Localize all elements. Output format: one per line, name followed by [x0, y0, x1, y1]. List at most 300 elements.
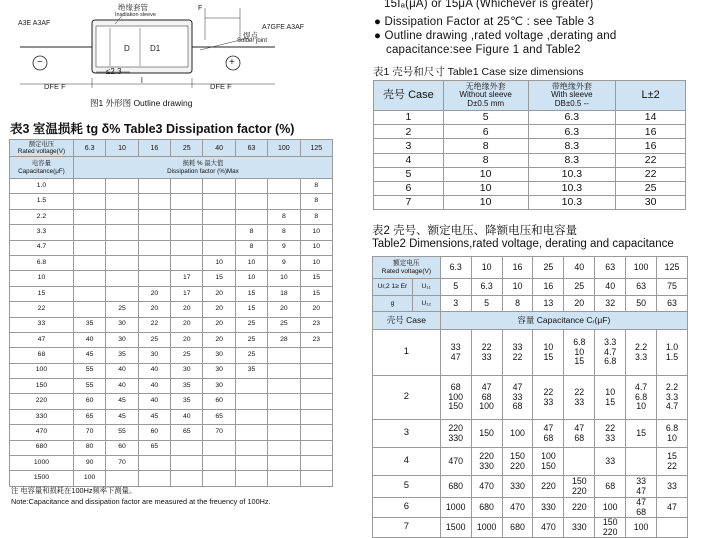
t3-df-cell: [203, 179, 235, 194]
t3-df-cell: [300, 471, 332, 486]
table3-note-en: Note:Capacitance and dissipation factor are measured at the freuency of 100Hz.: [11, 497, 271, 506]
t3-df-cell: 55: [73, 379, 105, 394]
t3-cap-cell: 330: [10, 409, 74, 424]
t2-u2-cell: 13: [533, 296, 564, 312]
t1-d-cell: 8: [443, 139, 528, 153]
t1-d-cell: 5: [443, 111, 528, 125]
t2-cap-cell: 220 330: [440, 420, 471, 448]
t3-df-cell: [73, 209, 105, 224]
t3-df-cell: [106, 225, 138, 240]
table-row: [373, 448, 688, 476]
t3-df-cn: 损耗 % 最大值: [182, 160, 224, 168]
label-a-right: A7GFE A3AF: [262, 24, 305, 31]
t3-df-cell: 15: [300, 286, 332, 301]
t3-df-cell: 28: [268, 332, 300, 347]
t3-df-cell: 40: [138, 394, 170, 409]
t3-df-cell: 10: [203, 255, 235, 270]
t2-cap-cell: 150: [471, 420, 502, 448]
table-row: [373, 498, 688, 518]
t3-df-cell: 20: [203, 286, 235, 301]
t3-cap-cell: 33: [10, 317, 74, 332]
table-row: [10, 286, 333, 301]
t3-df-cell: [171, 179, 203, 194]
t3-df-cell: [73, 302, 105, 317]
t2-cap-cell: 330: [502, 476, 533, 498]
t2-cap-cell: 47 68: [626, 498, 657, 518]
t3-df-cell: 40: [138, 379, 170, 394]
table-row: [10, 271, 333, 286]
table-row: [373, 420, 688, 448]
t2-cap-cell: 150 220: [564, 476, 595, 498]
t3-df-cell: 55: [73, 363, 105, 378]
t2-u1-cell: 10: [502, 279, 533, 296]
t3-df-cell: 15: [235, 302, 267, 317]
t3-df-cell: [268, 471, 300, 486]
t3-df-cell: [268, 440, 300, 455]
table1-case-size: [373, 80, 686, 210]
t3-df-cell: [203, 471, 235, 486]
t2-u2-cell: 32: [595, 296, 626, 312]
t2-voltage-header: 6.3: [440, 257, 471, 279]
t3-cap-cell: 68: [10, 348, 74, 363]
t3-rated-voltage-label: [10, 140, 74, 157]
t3-df-cell: [235, 394, 267, 409]
t3-df-cell: 65: [203, 409, 235, 424]
t3-df-cell: 8: [300, 179, 332, 194]
t2-cap-cell: 22 33: [533, 376, 564, 420]
t3-cap-cell: 100: [10, 363, 74, 378]
table-row: [10, 225, 333, 240]
t2-u2-label: U₁₂: [412, 296, 440, 312]
t2-cap-cell: 4.7 6.8 10: [626, 376, 657, 420]
t3-df-cell: [203, 456, 235, 471]
table-row: [373, 476, 688, 498]
t1-case-cell: 2: [374, 125, 444, 139]
t3-df-cell: [235, 456, 267, 471]
t3-df-cell: [235, 471, 267, 486]
label-d1: D1: [150, 44, 161, 53]
outline-text: Outline drawing ,rated voltage ,derating and: [384, 30, 617, 42]
t2-cap-cell: 680: [471, 498, 502, 518]
t3-df-cell: [138, 271, 170, 286]
t3-cap-cell: 22: [10, 302, 74, 317]
t3-df-cell: 35: [73, 317, 105, 332]
t3-df-cell: [138, 255, 170, 270]
t3-cap-cell: 47: [10, 332, 74, 347]
t2-cap-cell: 330: [533, 498, 564, 518]
t2-cap-cell: 6.8 10 15: [564, 330, 595, 376]
table-row: [10, 471, 333, 486]
t3-df-cell: [268, 394, 300, 409]
t1-db-cell: 10.3: [528, 181, 616, 195]
t2-u1-cell: 6.3: [471, 279, 502, 296]
t3-df-cell: [268, 409, 300, 424]
t3-df-cell: [203, 225, 235, 240]
t3-df-cell: [171, 456, 203, 471]
table-row: [373, 330, 688, 376]
t3-cap-cell: 680: [10, 440, 74, 455]
t3-df-cell: 20: [203, 332, 235, 347]
t3-df-cell: [171, 471, 203, 486]
t2-cap-cell: 1500: [440, 518, 471, 538]
t3-df-cell: 30: [171, 363, 203, 378]
t3-df-cell: 35: [235, 363, 267, 378]
t2-case-cell: 6: [373, 498, 441, 518]
t3-df-cell: 40: [106, 379, 138, 394]
t3-cap-cell: 1000: [10, 456, 74, 471]
table3-title: 表3 室温损耗 tg δ% Table3 Dissipation factor (%): [10, 122, 295, 136]
t1-l-cell: 22: [616, 153, 686, 167]
t3-voltage-header: 10: [106, 140, 138, 157]
t2-u1-cell: 16: [533, 279, 564, 296]
t3-df-cell: 20: [138, 302, 170, 317]
t3-df-cell: 15: [235, 286, 267, 301]
table-row: [374, 196, 686, 210]
t1-d-cell: 10: [443, 181, 528, 195]
t3-voltage-header: 16: [138, 140, 170, 157]
t1-header-with: [528, 81, 616, 111]
t3-df-en: Dissipation factor (%)Max: [167, 167, 239, 175]
t2-cap-cell: 220 330: [471, 448, 502, 476]
t3-df-cell: 35: [106, 348, 138, 363]
t3-df-cell: 8: [235, 225, 267, 240]
t2-u2-cell: 5: [471, 296, 502, 312]
t1-without-cn: 无绝缘外套: [465, 81, 506, 91]
t2-cap-cell: 47 68: [564, 420, 595, 448]
t2-cap-cell: 15: [626, 420, 657, 448]
t3-df-cell: [138, 456, 170, 471]
plus-sign: +: [229, 57, 235, 68]
t2-cap-cell: 220: [564, 498, 595, 518]
t3-df-cell: 45: [73, 348, 105, 363]
table2-title-en: Table2 Dimensions,rated voltage, derating and capacitance: [372, 238, 674, 250]
t2-cap-cell: 100: [595, 498, 626, 518]
t3-voltage-header: 63: [235, 140, 267, 157]
t2-cap-cell: 10 15: [533, 330, 564, 376]
label-a-left: A3E A3AF: [18, 20, 51, 27]
t3-df-cell: 30: [203, 379, 235, 394]
t3-df-cell: 8: [235, 240, 267, 255]
t3-df-cell: [203, 240, 235, 255]
t2-derate-label: Ur,2 1≥ Er: [373, 279, 413, 296]
t3-df-cell: 65: [171, 425, 203, 440]
label-d: D: [124, 44, 130, 53]
t3-df-cell: [235, 440, 267, 455]
t3-df-cell: [300, 425, 332, 440]
t2-voltage-header: 100: [626, 257, 657, 279]
label-insulation-en: Insulation sleeve: [115, 12, 156, 18]
t3-df-cell: 8: [300, 194, 332, 209]
t1-with-cn: 带绝缘外套: [551, 81, 592, 91]
t2-cap-cell: 1000: [471, 518, 502, 538]
t3-df-cell: 25: [235, 348, 267, 363]
t3-df-cell: [300, 409, 332, 424]
t2-cap-cell: 33: [595, 448, 626, 476]
t2-cap-cell: 1000: [440, 498, 471, 518]
t1-d-cell: 6: [443, 125, 528, 139]
table-row: [374, 167, 686, 181]
t2-g-label: g: [373, 296, 413, 312]
t3-df-cell: 35: [171, 394, 203, 409]
table-row: [10, 240, 333, 255]
t3-df-header: [73, 157, 332, 179]
t2-rated-label: [373, 257, 441, 279]
t3-df-cell: 10: [300, 255, 332, 270]
t2-cap-cell: 470: [533, 518, 564, 538]
t3-df-cell: 60: [203, 394, 235, 409]
t3-voltage-header: 6.3: [73, 140, 105, 157]
t2-case-cell: 7: [373, 518, 441, 538]
minus-sign: −: [37, 57, 43, 68]
t2-u1-cell: 5: [440, 279, 471, 296]
label-dfe-right: DFE F: [210, 82, 232, 91]
t3-df-cell: 30: [138, 348, 170, 363]
t3-df-cell: 8: [300, 209, 332, 224]
t3-df-cell: [171, 240, 203, 255]
t2-cap-cell: [564, 448, 595, 476]
table-row: [10, 179, 333, 194]
table-row: [374, 111, 686, 125]
t3-df-cell: 40: [106, 363, 138, 378]
table-row: [10, 209, 333, 224]
t3-df-cell: 40: [171, 409, 203, 424]
label-insulation-cn: 绝缘套管: [118, 3, 148, 12]
t2-cap-header: 容量 Capacitance Cᵣ(μF): [440, 312, 687, 330]
t3-df-cell: 25: [235, 332, 267, 347]
t3-cap-cell: 1500: [10, 471, 74, 486]
t3-df-cell: 25: [268, 317, 300, 332]
t3-capacitance-cn: 电容量: [32, 160, 51, 168]
t3-df-cell: [171, 255, 203, 270]
t2-voltage-header: 40: [564, 257, 595, 279]
t3-df-cell: 25: [171, 348, 203, 363]
t1-d-cell: 8: [443, 153, 528, 167]
t2-u1-label: U₁₁: [412, 279, 440, 296]
t2-case-cell: 1: [373, 330, 441, 376]
table-row: [10, 440, 333, 455]
t3-cap-cell: 1.0: [10, 179, 74, 194]
t2-cap-cell: 470: [440, 448, 471, 476]
t3-cap-cell: 1.5: [10, 194, 74, 209]
t3-cap-cell: 15: [10, 286, 74, 301]
t3-df-cell: [138, 179, 170, 194]
t3-df-cell: 20: [138, 286, 170, 301]
t2-rated-en: Rated voltage(V): [381, 267, 432, 275]
t1-db-cell: 6.3: [528, 111, 616, 125]
t3-cap-cell: 6.8: [10, 255, 74, 270]
t1-header-case: 壳号 Case: [374, 81, 444, 111]
t3-df-cell: [171, 225, 203, 240]
t3-df-cell: [300, 456, 332, 471]
table-row: [10, 425, 333, 440]
t1-d-cell: 10: [443, 167, 528, 181]
t2-cap-cell: 22 33: [595, 420, 626, 448]
t2-u1-cell: 25: [564, 279, 595, 296]
dissipation-text: Dissipation Factor at 25℃ : see Table 3: [384, 16, 595, 28]
t2-cap-cell: 100 150: [533, 448, 564, 476]
t3-df-cell: 18: [268, 286, 300, 301]
t1-db-cell: 10.3: [528, 167, 616, 181]
t3-df-cell: [138, 194, 170, 209]
t2-voltage-header: 10: [471, 257, 502, 279]
t3-df-cell: 20: [171, 332, 203, 347]
table-row: [10, 317, 333, 332]
t2-u2-cell: 3: [440, 296, 471, 312]
t3-df-cell: [300, 379, 332, 394]
t1-case-cell: 1: [374, 111, 444, 125]
table-row: [374, 125, 686, 139]
t2-cap-cell: 47 68: [533, 420, 564, 448]
t3-df-cell: 40: [73, 332, 105, 347]
t2-u1-cell: 40: [595, 279, 626, 296]
t3-rated-voltage-cn: 额定电压: [28, 140, 55, 148]
t2-cap-cell: 470: [471, 476, 502, 498]
t3-df-cell: 65: [73, 409, 105, 424]
t3-voltage-header: 40: [203, 140, 235, 157]
t3-df-cell: 9: [268, 255, 300, 270]
t3-df-cell: [106, 255, 138, 270]
t2-u2-cell: 20: [564, 296, 595, 312]
t2-cap-cell: 680: [440, 476, 471, 498]
t1-case-cell: 6: [374, 181, 444, 195]
t2-cap-cell: 33 47: [626, 476, 657, 498]
t2-voltage-header: 25: [533, 257, 564, 279]
t3-df-cell: 30: [203, 363, 235, 378]
t3-df-cell: [138, 225, 170, 240]
t3-capacitance-label: [10, 157, 74, 179]
table3-note-cn: 注 电容量和损耗在100Hz频率下测量。: [11, 486, 137, 495]
t2-u2-cell: 63: [657, 296, 688, 312]
t3-df-cell: [73, 286, 105, 301]
t2-cap-cell: 68 100 150: [440, 376, 471, 420]
t3-df-cell: 17: [171, 271, 203, 286]
outline-line: ● Outline drawing ,rated voltage ,derating and: [374, 30, 617, 42]
table-row: [374, 139, 686, 153]
t3-cap-cell: 470: [10, 425, 74, 440]
t1-without-en: Without sleeve: [459, 90, 512, 100]
t3-df-cell: [73, 271, 105, 286]
t1-with-dim: DB±0.5 --: [554, 98, 589, 108]
t3-df-cell: 40: [138, 363, 170, 378]
table-row: [373, 518, 688, 538]
t3-df-cell: 10: [235, 255, 267, 270]
t3-df-cell: [268, 194, 300, 209]
t3-df-cell: [235, 209, 267, 224]
t1-db-cell: 8.3: [528, 139, 616, 153]
table-row: [374, 181, 686, 195]
t3-df-cell: [171, 440, 203, 455]
t3-df-cell: [203, 194, 235, 209]
label-solder-cn: 焊点: [243, 31, 258, 40]
t3-df-cell: [300, 363, 332, 378]
t1-db-cell: 8.3: [528, 153, 616, 167]
t2-u1-cell: 75: [657, 279, 688, 296]
label-f-top: F: [198, 5, 203, 12]
t3-df-cell: 60: [106, 440, 138, 455]
t3-voltage-header: 125: [300, 140, 332, 157]
t2-cap-cell: 22 33: [471, 330, 502, 376]
t3-df-cell: [300, 348, 332, 363]
t3-df-cell: [138, 471, 170, 486]
t3-df-cell: 45: [106, 409, 138, 424]
t2-cap-cell: [657, 518, 688, 538]
t3-df-cell: 30: [106, 317, 138, 332]
t3-df-cell: [171, 209, 203, 224]
t3-df-cell: 70: [106, 456, 138, 471]
t3-cap-cell: 2.2: [10, 209, 74, 224]
t2-cap-cell: 33 22: [502, 330, 533, 376]
t2-cap-cell: [626, 448, 657, 476]
t2-case-cell: 3: [373, 420, 441, 448]
t3-cap-cell: 150: [10, 379, 74, 394]
t3-df-cell: 10: [268, 271, 300, 286]
t2-cap-cell: 330: [564, 518, 595, 538]
t3-df-cell: 17: [171, 286, 203, 301]
t3-df-cell: [235, 194, 267, 209]
t1-with-en: With sleeve: [551, 90, 593, 100]
t3-df-cell: 15: [300, 271, 332, 286]
t2-cap-cell: 33 47: [440, 330, 471, 376]
t3-df-cell: [106, 209, 138, 224]
t2-cap-cell: 1.0 1.5: [657, 330, 688, 376]
t3-rated-voltage-en: Rated voltage(V): [17, 148, 66, 155]
t3-df-cell: [106, 194, 138, 209]
t2-cap-cell: 47 33 68: [502, 376, 533, 420]
t3-df-cell: [268, 348, 300, 363]
leakage-current-line: 15Iₐ(μA) or 15μA (Whichever is greater): [384, 0, 594, 10]
t3-df-cell: 20: [300, 302, 332, 317]
t2-u2-cell: 8: [502, 296, 533, 312]
t3-df-cell: [106, 240, 138, 255]
table-row: [10, 363, 333, 378]
t3-df-cell: [235, 179, 267, 194]
table2-title-cn: 表2 壳号、额定电压、降额电压和电容量: [372, 225, 578, 237]
t3-df-cell: [268, 379, 300, 394]
t3-df-cell: 35: [171, 379, 203, 394]
t2-case-cell: 4: [373, 448, 441, 476]
t3-df-cell: [268, 363, 300, 378]
t1-db-cell: 6.3: [528, 125, 616, 139]
t2-cap-cell: 47: [657, 498, 688, 518]
t3-capacitance-en: Capacitance(μF): [18, 167, 65, 175]
t3-df-cell: 20: [268, 302, 300, 317]
t3-df-cell: [171, 194, 203, 209]
t2-u2-cell: 50: [626, 296, 657, 312]
figure-caption: 图1 外形图 Outline drawing: [90, 98, 193, 108]
t2-cap-cell: 3.3 4.7 6.8: [595, 330, 626, 376]
t3-df-cell: 23: [300, 317, 332, 332]
t1-case-cell: 4: [374, 153, 444, 167]
t3-df-cell: 25: [235, 317, 267, 332]
t3-df-cell: 20: [171, 317, 203, 332]
t3-df-cell: [106, 286, 138, 301]
table-row: [373, 376, 688, 420]
t3-cap-cell: 220: [10, 394, 74, 409]
outline-drawing: [0, 0, 305, 110]
t3-df-cell: 55: [106, 425, 138, 440]
t1-header-without: [443, 81, 528, 111]
dissipation-line: ● Dissipation Factor at 25℃ : see Table 3: [374, 16, 595, 28]
t2-u1-cell: 63: [626, 279, 657, 296]
t3-df-cell: 60: [73, 394, 105, 409]
t3-df-cell: [235, 425, 267, 440]
t3-df-cell: 65: [138, 440, 170, 455]
table-row: [10, 394, 333, 409]
t3-df-cell: [203, 209, 235, 224]
t3-df-cell: [300, 394, 332, 409]
t3-df-cell: [235, 379, 267, 394]
t3-voltage-header: 100: [268, 140, 300, 157]
